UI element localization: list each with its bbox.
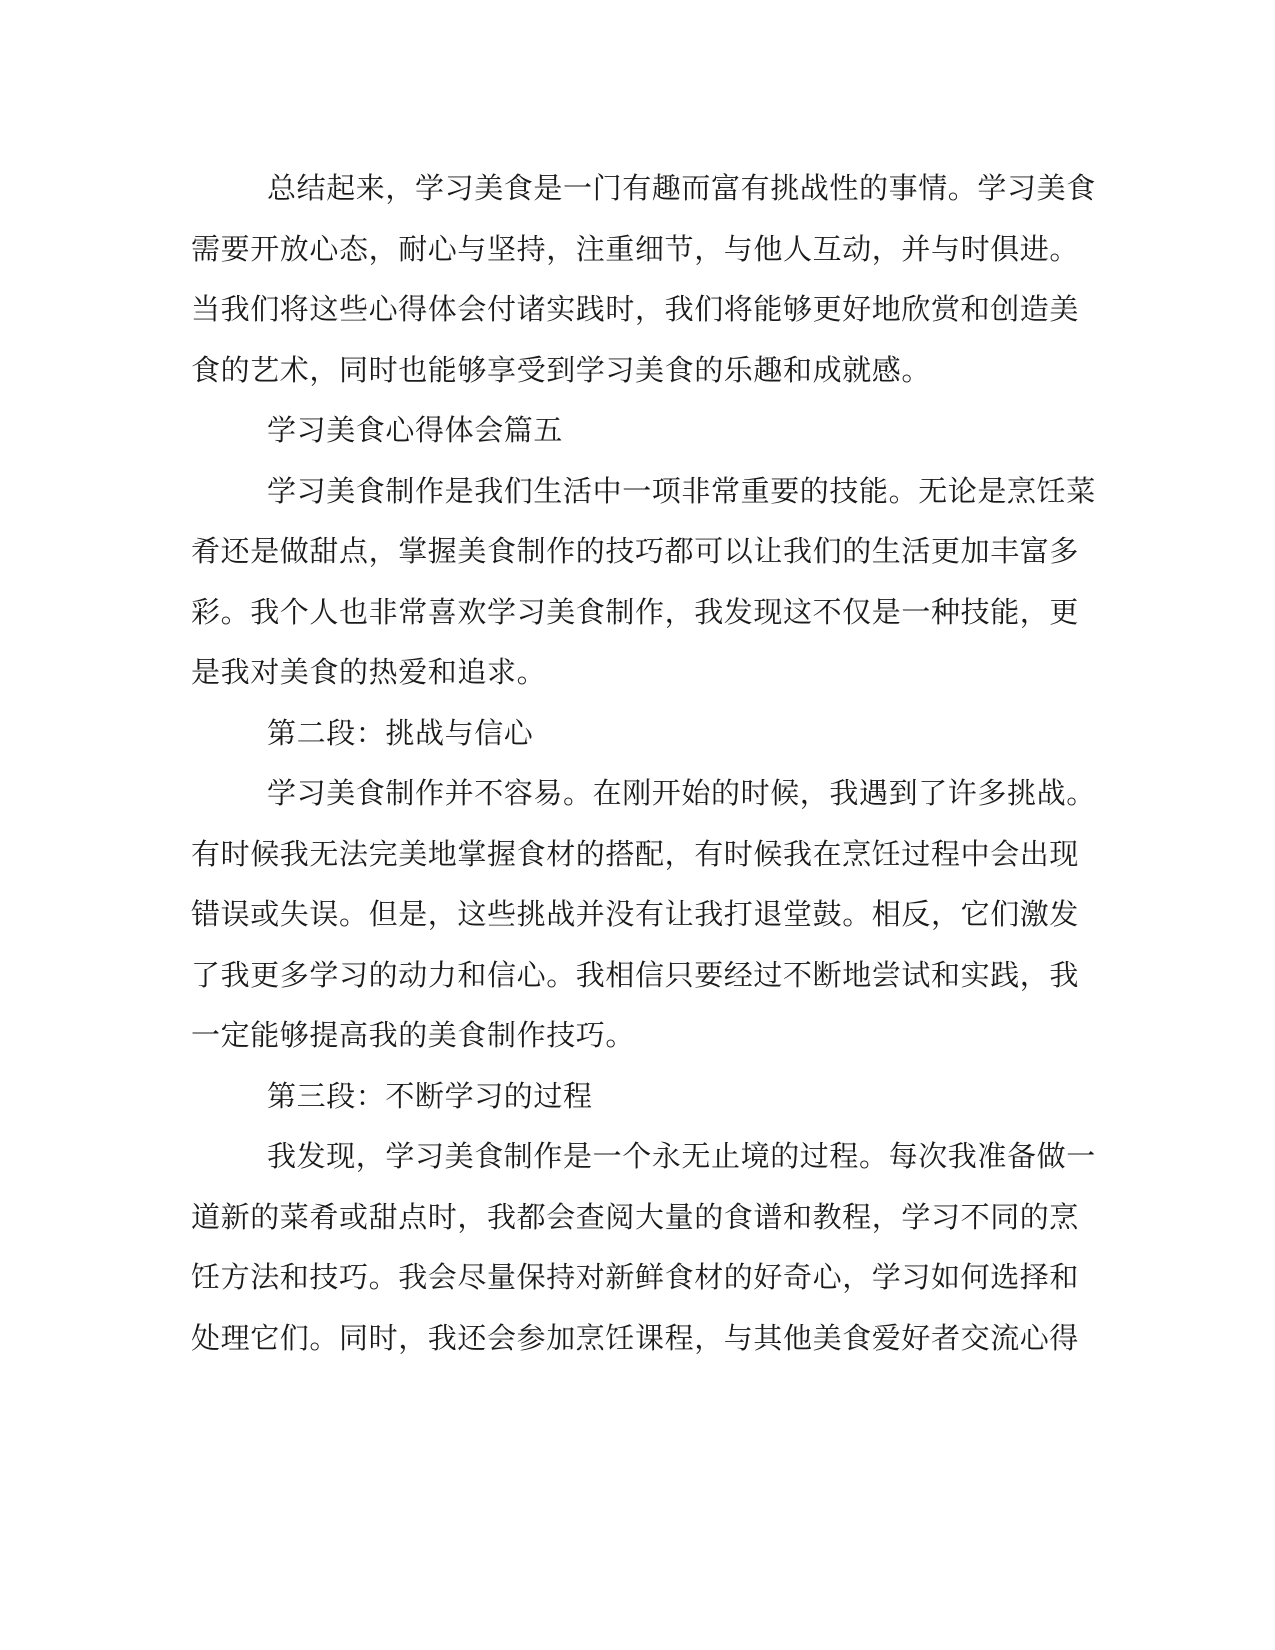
document-body — [191, 158, 1096, 1368]
section-heading: 学习美食心得体会篇五 — [267, 413, 564, 447]
text-line: 有时候我无法完美地掌握食材的搭配，有时候我在烹饪过程中会出现 — [191, 836, 1080, 871]
text-line: 学习美食制作是我们生活中一项非常重要的技能。无论是烹饪菜 — [267, 473, 1096, 508]
text-line: 总结起来，学习美食是一门有趣而富有挑战性的事情。学习美食 — [267, 171, 1096, 205]
text-line: 一定能够提高我的美食制作技巧。 — [191, 1018, 636, 1052]
text-line: 饪方法和技巧。我会尽量保持对新鲜食材的好奇心，学习如何选择和 — [191, 1260, 1080, 1294]
text-line: 道新的菜肴或甜点时，我都会查阅大量的食谱和教程，学习不同的烹 — [191, 1199, 1080, 1234]
text-line: 当我们将这些心得体会付诸实践时，我们将能够更好地欣赏和创造美 — [191, 292, 1080, 326]
text-line: 错误或失误。但是，这些挑战并没有让我打退堂鼓。相反，它们激发 — [191, 897, 1080, 931]
text-line: 是我对美食的热爱和追求。 — [191, 655, 547, 689]
text-line: 肴还是做甜点，掌握美食制作的技巧都可以让我们的生活更加丰富多 — [191, 534, 1080, 568]
text-line: 彩。我个人也非常喜欢学习美食制作，我发现这不仅是一种技能，更 — [191, 594, 1080, 629]
text-line: 需要开放心态，耐心与坚持，注重细节，与他人互动，并与时俱进。 — [191, 231, 1080, 266]
section-heading: 第二段：挑战与信心 — [267, 715, 534, 750]
text-line: 了我更多学习的动力和信心。我相信只要经过不断地尝试和实践，我 — [191, 957, 1080, 992]
text-line: 学习美食制作并不容易。在刚开始的时候，我遇到了许多挑战。 — [267, 776, 1096, 810]
section-heading: 第三段：不断学习的过程 — [267, 1078, 593, 1113]
text-line: 我发现，学习美食制作是一个永无止境的过程。每次我准备做一 — [267, 1139, 1096, 1173]
text-line: 食的艺术，同时也能够享受到学习美食的乐趣和成就感。 — [191, 352, 932, 387]
text-line: 处理它们。同时，我还会参加烹饪课程，与其他美食爱好者交流心得 — [191, 1320, 1080, 1355]
